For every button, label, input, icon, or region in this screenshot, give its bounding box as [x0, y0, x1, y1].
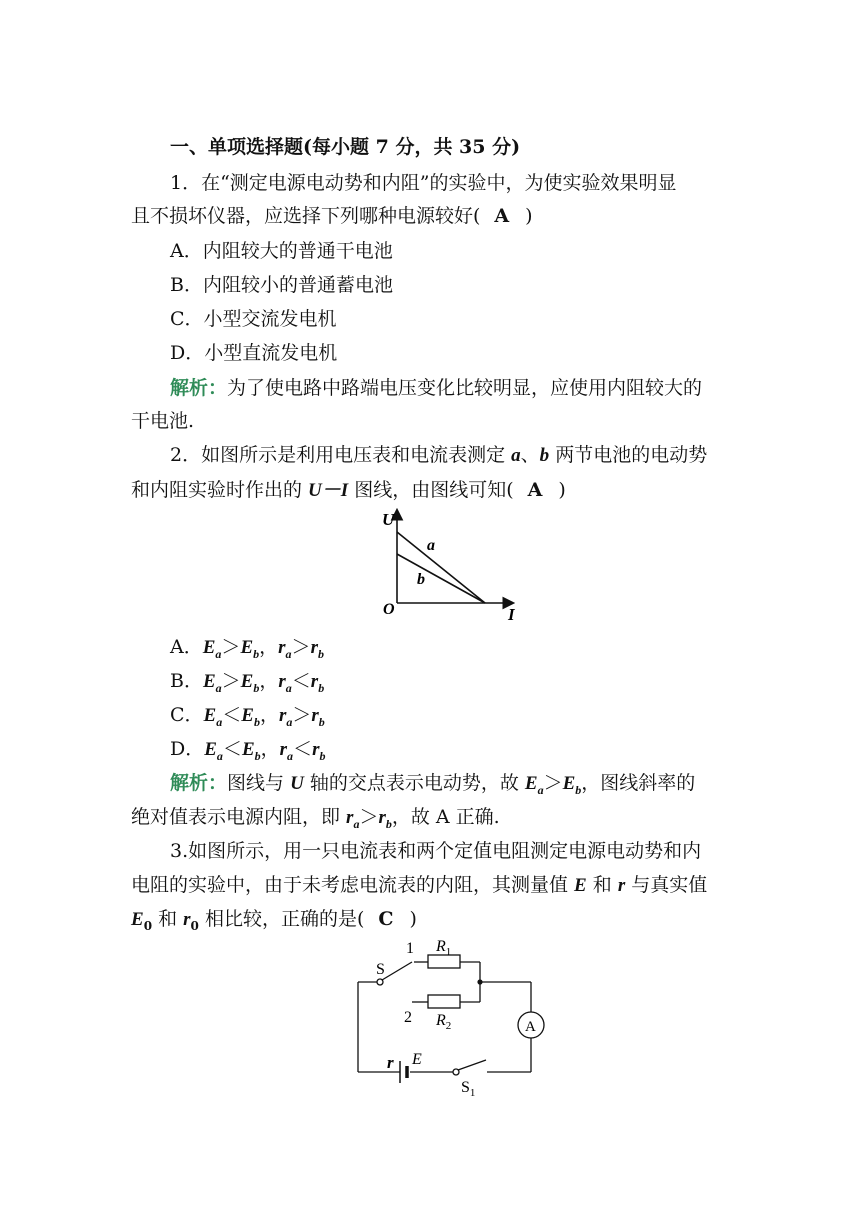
sub-0: 0: [143, 918, 153, 933]
sym-r: r: [617, 875, 626, 896]
q1-answer: A: [494, 205, 510, 227]
sym-r0: r: [183, 909, 191, 930]
q2-option-b: [170, 668, 324, 695]
sub-b: b: [317, 646, 324, 661]
rel: ＞: [221, 636, 241, 658]
sym-E: E: [574, 875, 587, 896]
sub-a: a: [286, 714, 293, 729]
q2-stem-text-4: 图线，由图线可知(: [348, 479, 514, 501]
analysis-text: 绝对值表示电源内阻，即: [131, 806, 347, 828]
q2-answer: A: [527, 479, 543, 501]
sym-r: r: [278, 705, 287, 726]
sym-E: E: [203, 705, 217, 726]
q2-stem-text: 2．如图所示是利用电压表和电流表测定: [170, 444, 512, 466]
sub-b: b: [253, 680, 260, 695]
q2-option-c: [170, 702, 325, 729]
sub-a: a: [215, 680, 222, 695]
label-r2: $R_2$: [436, 1012, 452, 1032]
option-letter: C．: [170, 704, 204, 726]
q3-stem-text: 相比较，正确的是(: [198, 908, 365, 930]
i-axis-label: I: [508, 605, 515, 624]
sub-b: b: [385, 816, 392, 831]
sub-b: b: [318, 714, 325, 729]
rel: ＞: [221, 670, 241, 692]
q1-option-d: D．小型直流发电机: [170, 342, 338, 364]
sym-U: U: [290, 773, 304, 794]
analysis-text: 轴的交点表示电动势，故: [303, 772, 525, 794]
q2-analysis-line-1: [170, 770, 695, 797]
sub-a: a: [285, 680, 292, 695]
q1-analysis-line-1: [170, 375, 702, 401]
section-title: 一、单项选择题(每小题 7 分，共 35 分): [170, 136, 521, 158]
q1-option-c: C．小型交流发电机: [170, 308, 337, 330]
sym-E: E: [202, 637, 216, 658]
sub-b: b: [575, 782, 582, 797]
sym-r: r: [279, 739, 288, 760]
q2-stem-text-3: 和内阻实验时作出的: [131, 479, 309, 501]
resistor-r2: [428, 995, 460, 1008]
rel: ＞: [292, 704, 312, 726]
q3-close: ): [409, 908, 417, 930]
rel: ＜: [222, 704, 242, 726]
option-letter: B．: [170, 670, 203, 692]
q3-stem-text: 与真实值: [625, 874, 708, 896]
q1-close: ): [525, 205, 533, 227]
comma: ，: [259, 636, 279, 658]
junction-dot: [477, 979, 482, 984]
q2-stem-line-2: [131, 477, 566, 504]
graph-line-a: [397, 532, 485, 603]
q3-stem-line-1: 3.如图所示，用一只电流表和两个定值电阻测定电源电动势和内: [170, 840, 702, 862]
sym-E: E: [204, 739, 217, 760]
q1-stem-text: 且不损坏仪器，应选择下列哪种电源较好(: [131, 205, 481, 227]
label-s: S: [376, 961, 385, 978]
q2-analysis-label: 解析：: [170, 772, 228, 794]
q1-analysis-line-2: 干电池.: [131, 410, 195, 432]
sub-0: 0: [190, 918, 199, 933]
q2-var-b: b: [539, 445, 550, 466]
q2-var-a: a: [511, 445, 521, 466]
label-s1: $S_1$: [461, 1079, 476, 1099]
q1-stem-line-1: 1．在“测定电源电动势和内阻”的实验中，为使实验效果明显: [170, 172, 677, 194]
sub-a: a: [287, 748, 294, 763]
u-axis-label: U: [382, 510, 395, 529]
option-letter: D．: [170, 738, 205, 760]
sym-r: r: [310, 671, 319, 692]
q1-option-b: B．内阻较小的普通蓄电池: [170, 274, 393, 296]
q2-sep: 、: [520, 444, 540, 466]
sym-E: E: [202, 671, 216, 692]
q1-analysis-label: 解析：: [170, 377, 228, 399]
q2-stem-line-1: [170, 442, 707, 469]
option-letter: A．: [170, 636, 203, 658]
ammeter-label: A: [525, 1019, 536, 1035]
origin-label: O: [383, 601, 395, 618]
comma: ，: [259, 704, 279, 726]
analysis-text: ，图线斜率的: [581, 772, 696, 794]
q2-option-d: [170, 736, 325, 763]
analysis-text: ，故 A 正确.: [391, 806, 500, 828]
sub-a: a: [537, 782, 544, 797]
label-r: r: [387, 1053, 394, 1072]
sub-b: b: [253, 646, 260, 661]
sub-b: b: [318, 680, 325, 695]
and: 和: [586, 874, 618, 896]
rel: ＞: [359, 806, 379, 828]
sym-E: E: [524, 773, 538, 794]
sym-r: r: [346, 807, 354, 828]
sub-a: a: [216, 714, 223, 729]
sym-r: r: [378, 807, 386, 828]
rel: ＜: [293, 738, 313, 760]
sym-E: E: [241, 705, 254, 726]
sym-E: E: [240, 637, 254, 658]
switch-s1-blade: [458, 1060, 486, 1070]
q2-ui-label: U－I: [308, 480, 349, 501]
line-b-label: b: [417, 571, 425, 588]
sym-r: r: [278, 671, 286, 692]
graph-line-b: [397, 554, 485, 603]
sub-a: a: [216, 748, 223, 763]
rel: ＞: [543, 772, 563, 794]
sub-a: a: [353, 816, 360, 831]
comma: ，: [260, 738, 280, 760]
sym-r: r: [310, 637, 318, 658]
sym-E: E: [241, 739, 255, 760]
sub-b: b: [254, 748, 261, 763]
q3-answer: C: [378, 908, 394, 930]
sym-E: E: [562, 773, 576, 794]
switch-s-blade: [382, 962, 412, 980]
q2-stem-text-2: 两节电池的电动势: [549, 444, 708, 466]
label-1: 1: [406, 940, 414, 957]
q1-stem-line-2: [131, 203, 533, 229]
comma: ，: [259, 670, 279, 692]
resistor-r1: [428, 955, 460, 968]
sym-E: E: [240, 671, 254, 692]
rel: ＞: [291, 636, 311, 658]
rel: ＜: [291, 670, 311, 692]
sym-r: r: [311, 705, 319, 726]
rel: ＜: [222, 738, 242, 760]
q2-option-a: [170, 634, 324, 661]
q1-analysis-text: 为了使电路中路端电压变化比较明显，应使用内阻较大的: [227, 377, 703, 399]
q3-stem-line-2: [131, 872, 707, 899]
analysis-text: 图线与: [227, 772, 291, 794]
label-e: E: [412, 1051, 422, 1068]
sub-a: a: [215, 646, 222, 661]
label-2: 2: [404, 1009, 412, 1026]
q3-stem-text: 电阻的实验中，由于未考虑电流表的内阻，其测量值: [131, 874, 575, 896]
sub-b: b: [253, 714, 260, 729]
sub-a: a: [285, 646, 292, 661]
circuit-diagram: [350, 937, 550, 1097]
sub-b: b: [319, 748, 326, 763]
label-r1: $R_1$: [436, 938, 452, 958]
q1-option-a: A．内阻较大的普通干电池: [170, 240, 393, 262]
and: 和: [152, 908, 184, 930]
q3-stem-line-3: [131, 906, 417, 933]
sym-r: r: [278, 637, 286, 658]
ui-graph: [370, 505, 530, 625]
q2-close: ): [558, 479, 566, 501]
sym-E0: E: [131, 909, 144, 930]
line-a-label: a: [427, 537, 435, 554]
q2-analysis-line-2: [131, 804, 500, 831]
sym-r: r: [312, 739, 320, 760]
